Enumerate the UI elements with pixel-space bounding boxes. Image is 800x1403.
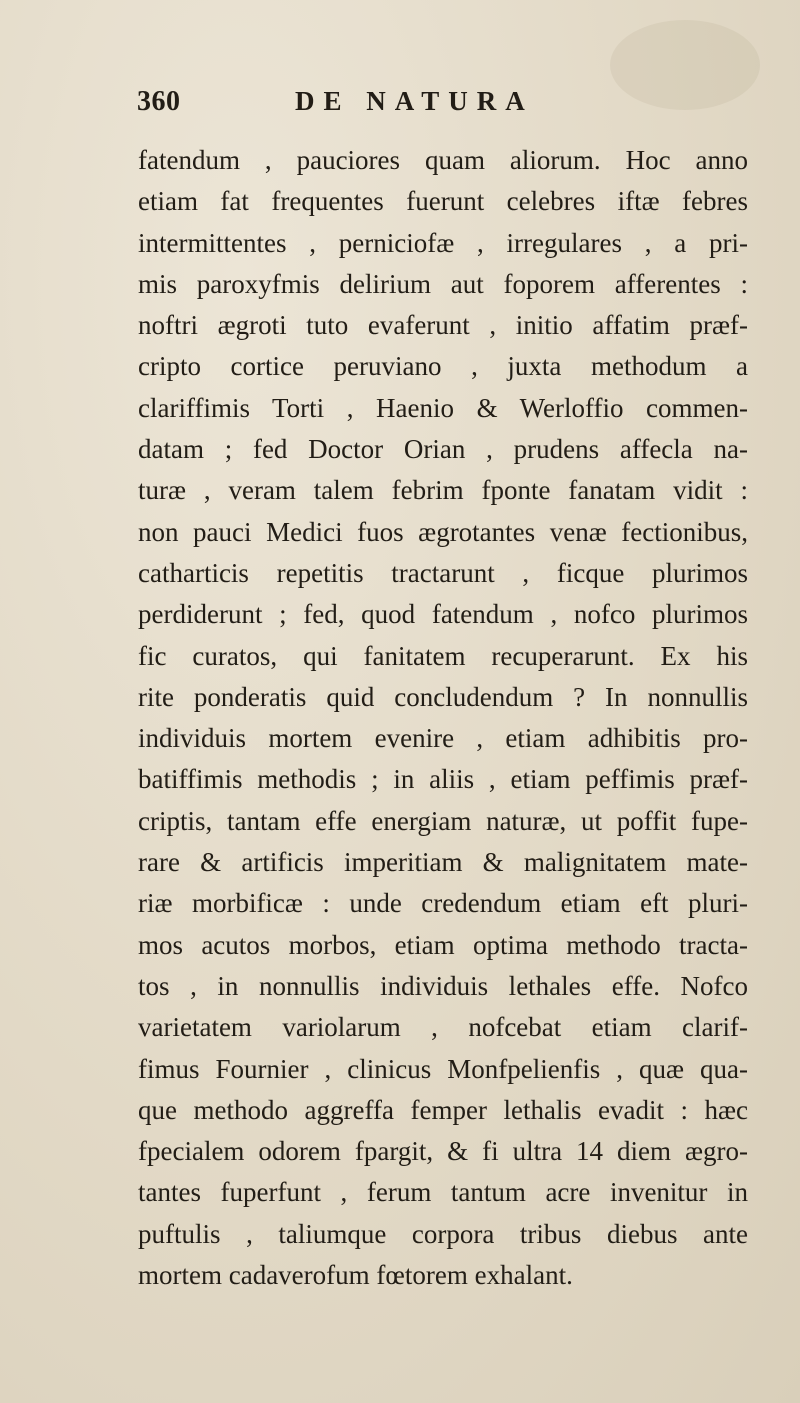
- text-line: que methodo aggreffa femper lethalis evadit : hæc: [138, 1094, 748, 1125]
- text-line: tantes fuperfunt , ferum tantum acre invenitur in: [138, 1177, 748, 1208]
- text-line: batiffimis methodis ; in aliis , etiam peffimis præf-: [138, 764, 748, 795]
- text-line: clariffimis Torti , Haenio & Werloffio commen-: [138, 392, 748, 423]
- text-line: varietatem variolarum , nofcebat etiam clarif-: [138, 1012, 748, 1043]
- text-line: riæ morbificæ : unde credendum etiam eft pluri-: [138, 888, 748, 919]
- text-line: perdiderunt ; fed, quod fatendum , nofco plurimos: [138, 599, 748, 630]
- text-line: individuis mortem evenire , etiam adhibitis pro-: [138, 723, 748, 754]
- text-line: fpecialem odorem fpargit, & fi ultra 14 diem ægro-: [138, 1136, 748, 1167]
- text-line: puftulis , taliumque corpora tribus diebus ante: [138, 1218, 748, 1249]
- page-header: [137, 86, 697, 126]
- text-line: rite ponderatis quid concludendum ? In nonnullis: [138, 681, 748, 712]
- text-line: fic curatos, qui fanitatem recuperarunt. Ex his: [138, 640, 748, 671]
- text-line: non pauci Medici fuos ægrotantes venæ fectionibus,: [138, 516, 748, 547]
- text-line: fatendum , pauciores quam aliorum. Hoc anno: [138, 145, 748, 175]
- page-number: 360: [137, 86, 181, 117]
- text-line: cripto cortice peruviano , juxta methodum a: [138, 351, 748, 382]
- text-line: intermittentes , perniciofæ , irregulares , a pri-: [138, 227, 748, 258]
- text-line: mortem cadaverofum fœtorem exhalant.: [138, 1260, 573, 1291]
- text-line: datam ; fed Doctor Orian , prudens affecla na-: [138, 434, 748, 465]
- text-line: criptis, tantam effe energiam naturæ, ut poffit fupe-: [138, 805, 748, 836]
- text-line: etiam fat frequentes fuerunt celebres iftæ febres: [138, 186, 748, 217]
- text-line: tos , in nonnullis individuis lethales effe. Nofco: [138, 970, 748, 1001]
- text-line: noftri ægroti tuto evaferunt , initio affatim præf-: [138, 310, 748, 341]
- text-line: turæ , veram talem febrim fponte fanatam vidit :: [138, 475, 748, 506]
- text-line: catharticis repetitis tractarunt , ficque plurimos: [138, 557, 748, 588]
- text-line: mis paroxyfmis delirium aut foporem afferentes :: [138, 268, 748, 299]
- text-line: mos acutos morbos, etiam optima methodo tracta-: [138, 929, 748, 960]
- text-line: rare & artificis imperitiam & malignitatem mate-: [138, 847, 748, 878]
- text-line: fimus Fournier , clinicus Monfpelienfis , quæ qua-: [138, 1053, 748, 1084]
- body-text: [138, 140, 748, 1296]
- running-head: DE NATURA: [295, 86, 534, 116]
